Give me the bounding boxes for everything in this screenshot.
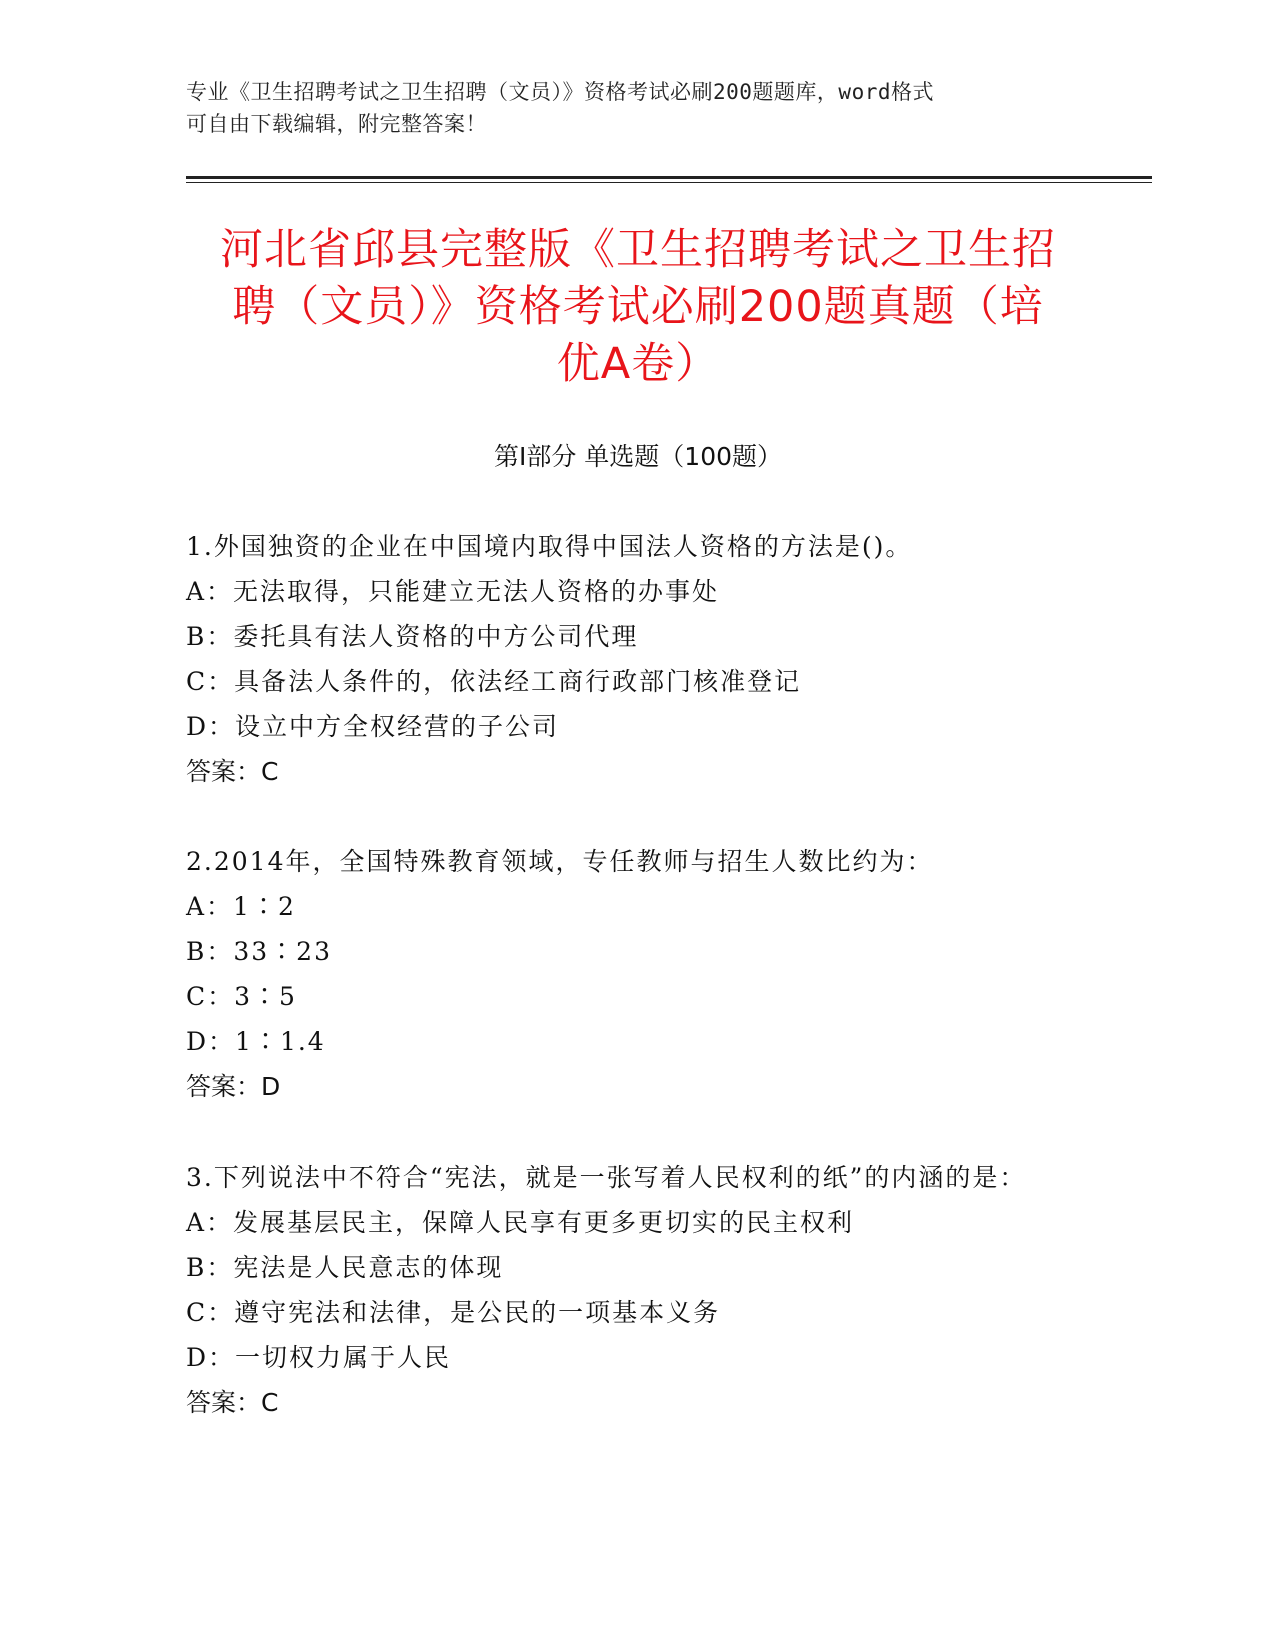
header-divider-thick [186, 176, 1152, 179]
option-d: D：一切权力属于人民 [186, 1343, 452, 1372]
option-a: A：无法取得，只能建立无法人资格的办事处 [186, 577, 720, 606]
question-stem: 2.2014年，全国特殊教育领域，专任教师与招生人数比约为： [186, 847, 934, 876]
question-stem: 3.下列说法中不符合“宪法，就是一张写着人民权利的纸”的内涵的是： [186, 1163, 1027, 1192]
question-1 [186, 524, 1086, 794]
question-2 [186, 839, 1086, 1109]
answer: 答案：C [186, 757, 279, 786]
header-note [186, 76, 1066, 140]
answer: 答案：D [186, 1072, 281, 1101]
document-title-line-3: 优A卷） [556, 339, 720, 389]
option-a: A：1∶2 [186, 892, 296, 921]
option-a: A：发展基层民主，保障人民享有更多更切实的民主权利 [186, 1208, 855, 1237]
question-stem: 1.外国独资的企业在中国境内取得中国法人资格的方法是()。 [186, 532, 913, 561]
option-d: D：设立中方全权经营的子公司 [186, 712, 560, 741]
option-c: C：3∶5 [186, 982, 297, 1011]
header-note-line-1: 专业《卫生招聘考试之卫生招聘（文员）》资格考试必刷200题题库，word格式 [186, 80, 934, 104]
option-c: C：具备法人条件的，依法经工商行政部门核准登记 [186, 667, 802, 696]
document-title-line-1: 河北省邱县完整版《卫生招聘考试之卫生招 [220, 225, 1056, 275]
section-heading: 第Ⅰ部分 单选题（100题） [493, 442, 783, 471]
option-b: B：33∶23 [186, 937, 332, 966]
option-d: D：1∶1.4 [186, 1027, 326, 1056]
header-note-line-2: 可自由下载编辑，附完整答案！ [186, 112, 487, 136]
option-b: B：宪法是人民意志的体现 [186, 1253, 504, 1282]
answer: 答案：C [186, 1388, 279, 1417]
question-3 [186, 1155, 1086, 1425]
option-b: B：委托具有法人资格的中方公司代理 [186, 622, 639, 651]
document-title-line-2: 聘（文员）》资格考试必刷200题真题（培 [232, 282, 1044, 332]
document-title [186, 222, 1090, 393]
header-divider-thin [186, 182, 1152, 183]
option-c: C：遵守宪法和法律，是公民的一项基本义务 [186, 1298, 721, 1327]
